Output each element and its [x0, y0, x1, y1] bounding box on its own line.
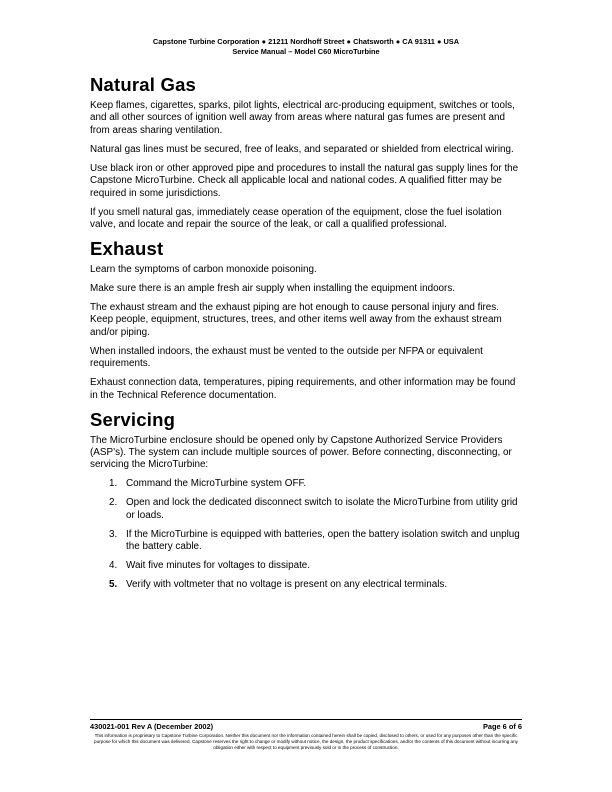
paragraph: The MicroTurbine enclosure should be opened only by Capstone Authorized Service Providers (ASP’s). The system can include multiple sources of power. Before connecting, disconnecting, or servicing the MicroTurbine: — [90, 434, 512, 471]
paragraph: The exhaust stream and the exhaust piping are hot enough to cause personal injury and fires. Keep people, equipment, structures, trees, and other items well away from the exhaust stream and/or piping. — [90, 302, 502, 338]
step-number: 3. — [109, 528, 118, 540]
paragraph: Use black iron or other approved pipe and procedures to install the natural gas supply lines for the Capstone MicroTurbine. Check all applicable local and national codes. A qualified fitter may be required in some jurisdictions. — [90, 162, 519, 199]
step-number: 5. — [109, 579, 118, 591]
footer-divider — [90, 719, 522, 720]
list-item — [90, 579, 522, 591]
header-manual-title: Service Manual – Model C60 MicroTurbine — [232, 47, 380, 56]
section-title: Servicing — [90, 408, 176, 430]
step-number: 4. — [109, 560, 118, 572]
servicing-steps-list — [90, 478, 522, 591]
section-title: Exhaust — [90, 238, 164, 260]
step-text: Wait five minutes for voltages to dissipate. — [126, 560, 311, 572]
paragraph: Make sure there is an ample fresh air supply when installing the equipment indoors. — [90, 283, 456, 295]
footer-row — [90, 722, 522, 732]
step-number: 1. — [109, 478, 118, 490]
page-content — [90, 74, 522, 598]
section-servicing — [90, 409, 522, 592]
header-address: Capstone Turbine Corporation ● 21211 Nordhoff Street ● Chatsworth ● CA 91311 ● USA — [152, 37, 460, 46]
list-item — [90, 478, 522, 490]
legal-notice: This information is proprietary to Capstone Turbine Corporation. Neither this document nor the information contained herein shall be copied, disclosed to others, or used for any purposes other than the specific purpose for which this document was delivered. Capstone reserves the right to change or modify without notice, the design, the product specifications, and/or the contents of this document without incurring any obligation either with respect to equipment previously sold or in the process of construction. — [94, 733, 518, 750]
page-header — [0, 37, 612, 57]
paragraph: Exhaust connection data, temperatures, piping requirements, and other information may be found in the Technical Reference documentation. — [90, 377, 516, 401]
page-footer — [90, 719, 522, 751]
step-text: Command the MicroTurbine system OFF. — [126, 478, 307, 490]
paragraph: If you smell natural gas, immediately cease operation of the equipment, close the fuel isolation valve, and locate and repair the source of the leak, or call a qualified professional. — [90, 206, 502, 231]
list-item — [90, 497, 522, 522]
section-title: Natural Gas — [90, 74, 197, 95]
step-text: If the MicroTurbine is equipped with batteries, open the battery isolation switch and unplug the battery cable. — [126, 528, 520, 553]
document-id: 430021-001 Rev A (December 2002) — [90, 722, 214, 731]
step-text: Open and lock the dedicated disconnect switch to isolate the MicroTurbine from utility grid or loads. — [126, 497, 518, 521]
step-text: Verify with voltmeter that no voltage is present on any electrical terminals. — [126, 579, 448, 591]
list-item — [90, 560, 522, 572]
step-number: 2. — [109, 497, 118, 509]
section-exhaust — [90, 238, 522, 402]
page-number: Page 6 of 6 — [482, 722, 522, 731]
section-natural-gas — [90, 74, 522, 231]
paragraph: Natural gas lines must be secured, free of leaks, and separated or shielded from electrical wiring. — [90, 143, 514, 155]
paragraph: Learn the symptoms of carbon monoxide poisoning. — [90, 264, 317, 276]
paragraph: When installed indoors, the exhaust must be vented to the outside per NFPA or equivalent requirements. — [90, 345, 483, 370]
paragraph: Keep flames, cigarettes, sparks, pilot lights, electrical arc-producing equipment, switches or tools, and all other sources of ignition well away from areas where natural gas fumes are present and from areas sharing ventilation. — [90, 100, 515, 136]
list-item — [90, 529, 522, 554]
